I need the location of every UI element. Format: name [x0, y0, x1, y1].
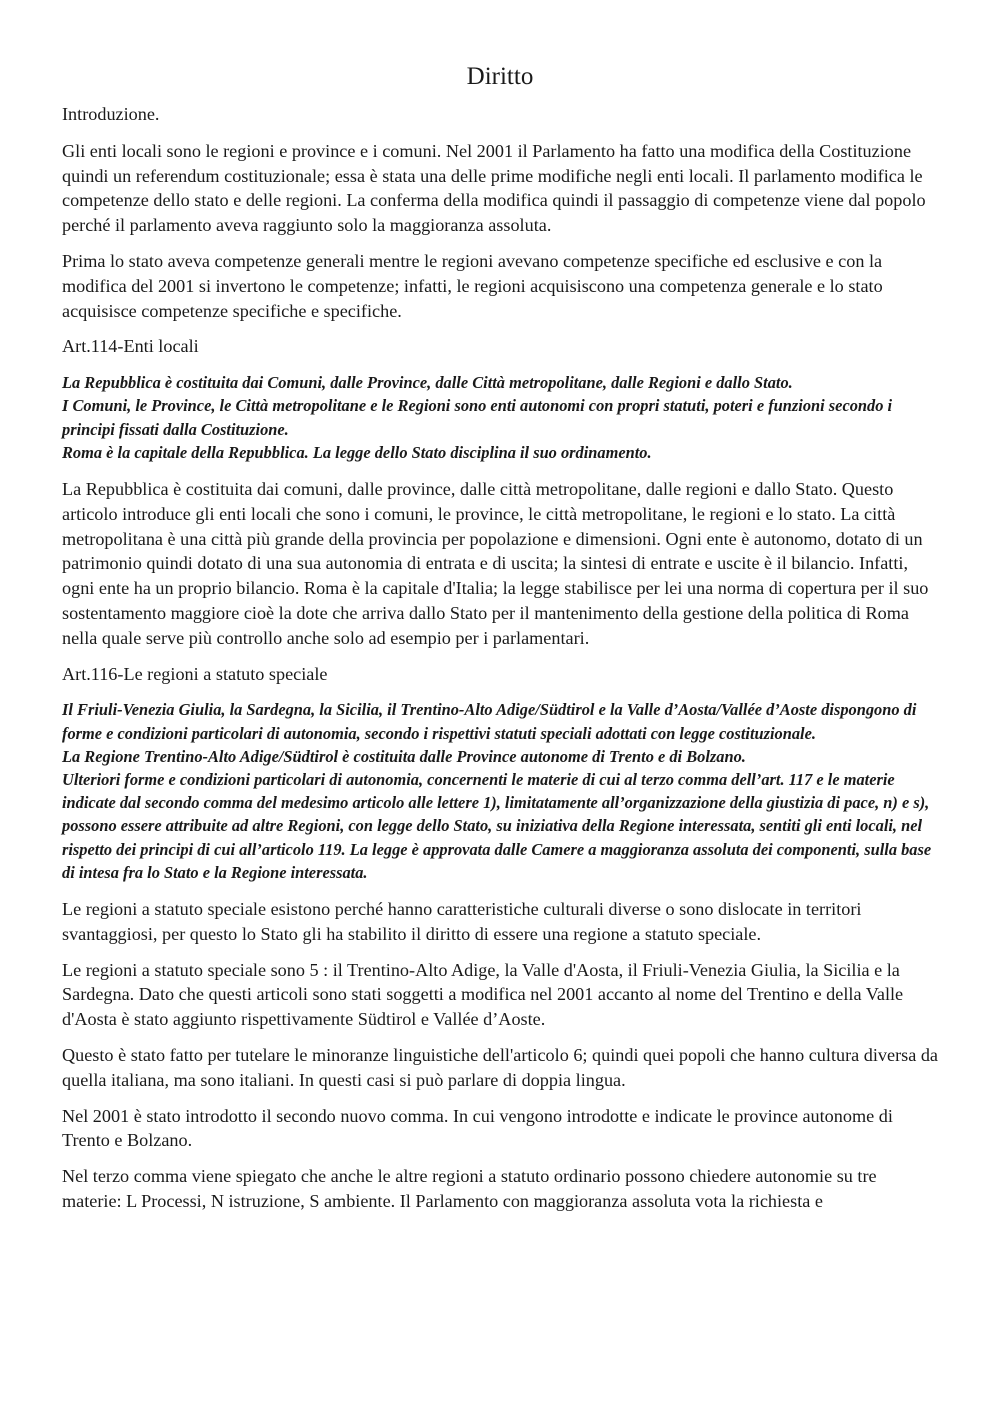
art114-quote-line: I Comuni, le Province, le Città metropolitane e le Regioni sono enti autonomi con propri statuti, poteri e funzioni secondo i principi fissati dalla Costituzione.: [62, 396, 893, 439]
intro-paragraph-2: Prima lo stato aveva competenze generali mentre le regioni avevano competenze specifiche ed esclusive e con la modifica del 2001 si invertono le competenze; infatti, le regioni acquisiscono una competenza generale e lo stato acquisisce competenze specifiche e specifiche.: [62, 250, 883, 321]
art116-comment-5: Nel terzo comma viene spiegato che anche le altre regioni a statuto ordinario possono chiedere autonomie su tre materie: L Processi, N istruzione, S ambiente. Il Parlamento con maggioranza assoluta vota la richiesta e: [62, 1166, 877, 1211]
art116-heading: Art.116-Le regioni a statuto speciale: [62, 663, 328, 684]
art114-quote-line: La Repubblica è costituita dai Comuni, dalle Province, dalle Città metropolitane, dalle Regioni e dallo Stato.: [62, 373, 793, 393]
art116-quote-line: La Regione Trentino-Alto Adige/Südtirol è costituita dalle Province autonome di Trento e di Bolzano.: [62, 746, 746, 766]
art114-quote-line: Roma è la capitale della Repubblica. La legge dello Stato disciplina il suo ordinamento.: [62, 442, 652, 462]
intro-heading: Introduzione.: [62, 104, 160, 124]
art116-comment-1: Le regioni a statuto speciale esistono perché hanno caratteristiche culturali diverse o sono dislocate in territori svantaggiosi, per questo lo Stato gli ha stabilito il diritto di essere una regione a statuto speciale.: [62, 898, 862, 944]
art116-comment-4: Nel 2001 è stato introdotto il secondo nuovo comma. In cui vengono introdotte e indicate le province autonome di Trento e Bolzano.: [62, 1105, 893, 1151]
art114-heading: Art.114-Enti locali: [62, 336, 199, 357]
art116-quote-line: Il Friuli-Venezia Giulia, la Sardegna, la Sicilia, il Trentino-Alto Adige/Südtirol e la Valle d’Aosta/Vallée d’Aoste dispongono di forme e condizioni particolari di autonomia, secondo i rispettivi statuti speciali adottati con legge costituzionale.: [62, 700, 917, 743]
art114-comment: La Repubblica è costituita dai comuni, dalle province, dalle città metropolitane, dalle regioni e dallo Stato. Questo articolo introduce gli enti locali che sono i comuni, le province, le città metropolitane, le regioni e lo stato. La città metropolitana è una città più grande della provincia per popolazione e dimensioni. Ogni ente è autonomo, dotato di un patrimonio quindi dotato di una sua autonomia di entrata e di uscita; la sintesi di entrate e uscite è il bilancio. Infatti, ogni ente ha un proprio bilancio. Roma è la capitale d'Italia; la legge stabilisce per lei una norma di copertura per il suo sostentamento maggiore cioè la dote che arriva dallo Stato per il mantenimento della gestione della politica di Roma nella quale serve più controllo anche solo ad esempio per i parlamentari.: [62, 478, 929, 648]
document-title: Diritto: [466, 63, 534, 90]
art116-quote-line: Ulteriori forme e condizioni particolari di autonomia, concernenti le materie di cui al terzo comma dell’art. 117 e le materie indicate dal secondo comma del medesimo articolo alle lettere 1), limitatamente all’organizzazione della giustizia di pace, n) e s), possono essere attribuite ad altre Regioni, con legge dello Stato, su iniziativa della Regione interessata, sentiti gli enti locali, nel rispetto dei principi di cui all’articolo 119. La legge è approvata dalle Camere a maggioranza assoluta dei componenti, sulla base di intesa fra lo Stato e la Regione interessata.: [62, 769, 932, 882]
art116-quote: [62, 698, 938, 884]
intro-paragraph-1: Gli enti locali sono le regioni e province e i comuni. Nel 2001 il Parlamento ha fatto una modifica della Costituzione quindi un referendum costituzionale; essa è stata una delle prime modifiche negli enti locali. Il parlamento modifica le competenze dello stato e delle regioni. La conferma della modifica quindi il passaggio di competenze viene dal popolo perché il parlamento aveva raggiunto solo la maggioranza assoluta.: [62, 140, 926, 236]
art116-comment-3: Questo è stato fatto per tutelare le minoranze linguistiche dell'articolo 6; quindi quei popoli che hanno cultura diversa da quella italiana, ma sono italiani. In questi casi si può parlare di doppia lingua.: [62, 1044, 939, 1090]
art114-quote: [62, 371, 938, 464]
art116-comment-2: Le regioni a statuto speciale sono 5 : il Trentino-Alto Adige, la Valle d'Aosta, il Friuli-Venezia Giulia, la Sicilia e la Sardegna. Dato che questi articoli sono stati soggetti a modifica nel 2001 accanto al nome del Trentino e della Valle d'Aosta è stato aggiunto rispettivamente Südtirol e Vallée d’Aoste.: [62, 959, 904, 1030]
